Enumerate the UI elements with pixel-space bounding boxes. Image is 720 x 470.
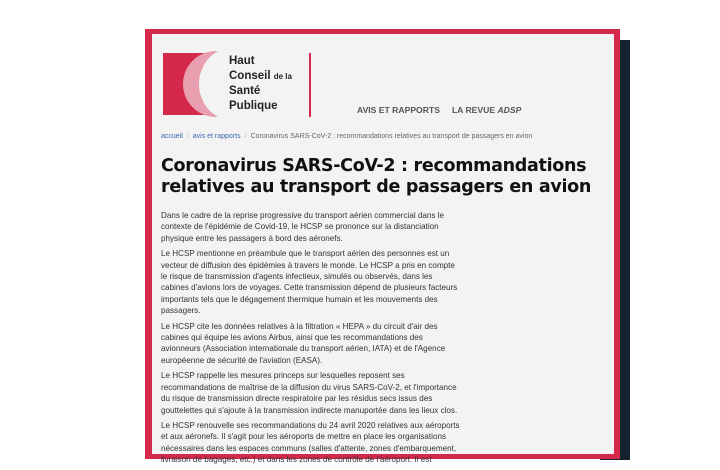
paragraph: Le HCSP rappelle les mesures princeps sur lesquelles reposent ses recommandations de maîtrise de la diffusion du virus SARS-CoV-2, et l'importance du risque de transmission directe respiratoire par les résidus secs issus des gouttelettes qui s'ajoute à la transmission indirecte manuportée dans les lieux clos. xyxy=(161,371,458,415)
paragraph: Le HCSP renouvelle ses recommandations du 24 avril 2020 relatives aux aéroports et aux aéronefs. Il s'agit pour les aéroports de mettre en place les organisations nécessaires dans les espaces communs (salles d'attente, zones d'embarquement, livraison de bagages, etc.) et dans les zones de contrôle de l'aéroport. Il est xyxy=(161,420,460,465)
logo-line-small: de la xyxy=(273,72,292,81)
nav-avis-et-rapports[interactable]: AVIS ET RAPPORTS xyxy=(357,105,440,115)
nav-la-revue-adsp[interactable] xyxy=(452,105,521,115)
page-title: Coronavirus SARS-CoV-2 : recommandations relatives au transport de passagers en avion xyxy=(161,156,592,197)
logo-line: Haut xyxy=(229,55,255,67)
web-page xyxy=(152,34,614,465)
paragraph: Le HCSP mentionne en préambule que le transport aérien des personnes est un vecteur de diffusion des épidémies à travers le monde. Le HCSP a pris en compte le risque de transmission d'agents infectieux, simulés ou observés, dans les cabines d'avions lors de voyages. Cette transmission dépend de plusieurs facteurs importants tels que le dégagement thermique humain et les mouvements des passagers. xyxy=(161,249,458,316)
paragraph: Dans le cadre de la reprise progressive du transport aérien commercial dans le contexte de l'épidémie de Covid-19, le HCSP se prononce sur la distanciation physique entre les passagers à bord des aéronefs. xyxy=(161,211,444,243)
hcsp-logo[interactable] xyxy=(163,53,223,115)
nav-label: LA REVUE xyxy=(451,105,496,115)
logo-divider xyxy=(309,53,311,117)
nav-label-italic: ADSP xyxy=(497,105,522,115)
breadcrumb-home[interactable]: accueil xyxy=(161,133,183,140)
logo-text[interactable] xyxy=(229,54,292,114)
breadcrumb-current: Coronavirus SARS-CoV-2 : recommandations relatives au transport de passagers en avion xyxy=(250,133,533,140)
main-nav xyxy=(357,105,521,115)
paragraph: Le HCSP cite les données relatives à la filtration « HEPA » du circuit d'air des cabines qui équipe les avions Airbus, ainsi que les recommandations des avionneurs (Association internationale du transport aérien, IATA) et de l'Agence européenne de sécurité de l'aviation (EASA). xyxy=(161,321,446,365)
breadcrumb-section[interactable]: avis et rapports xyxy=(192,133,241,140)
article-body xyxy=(161,210,461,470)
logo-line: Publique xyxy=(229,100,278,112)
breadcrumb: accueil / avis et rapports / Coronavirus SARS-CoV-2 : recommandations relatives au transport de passagers en avion xyxy=(161,133,533,140)
logo-line: Santé xyxy=(229,85,261,97)
logo-line: Conseil xyxy=(229,70,271,82)
